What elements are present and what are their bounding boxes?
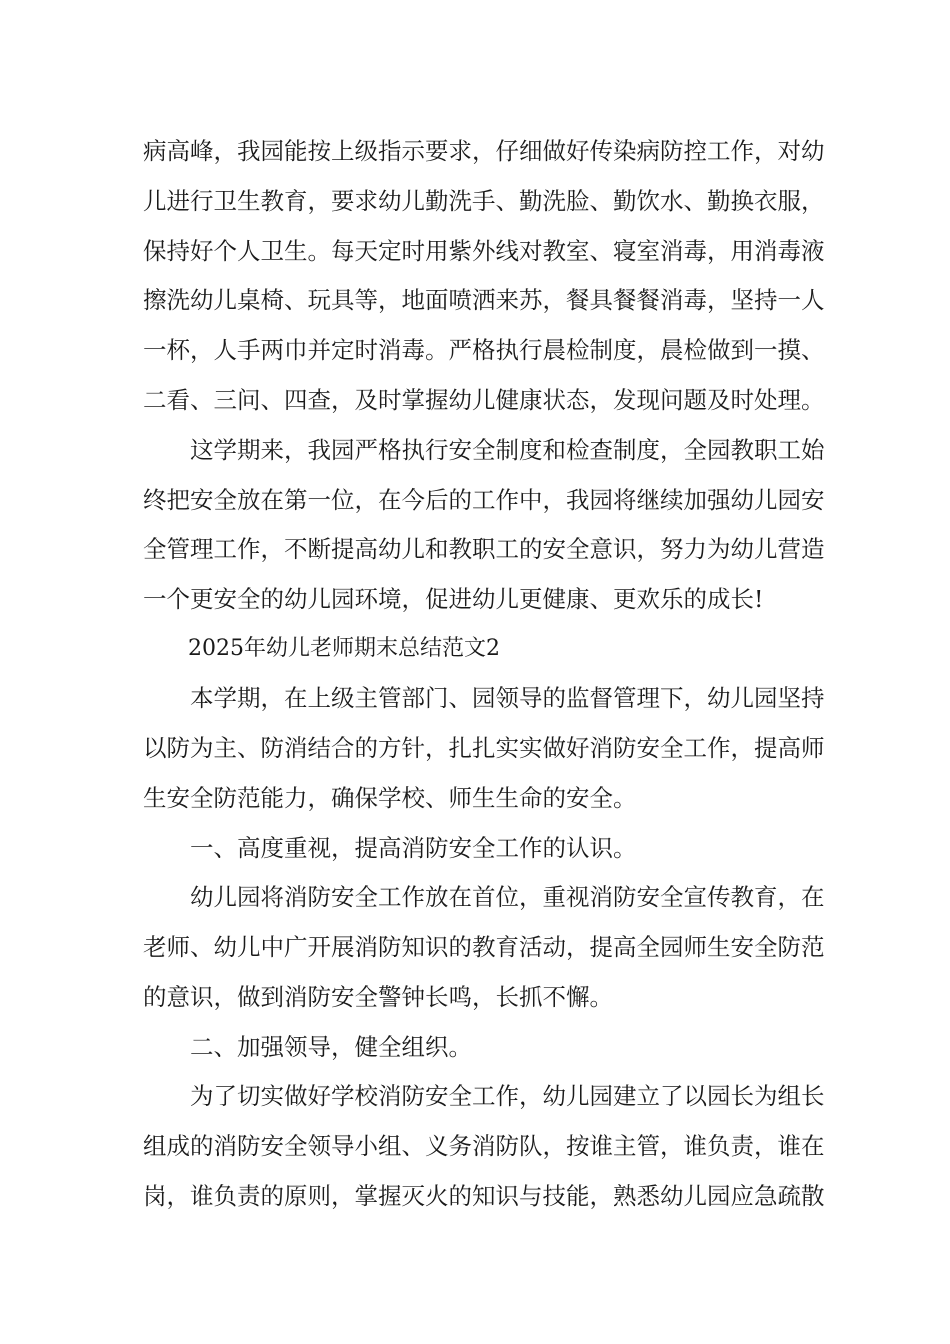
- paragraph-first-line: 本学期，在上级主管部门、园领导的监督管理下，幼儿园坚持: [190, 684, 825, 712]
- text-line: 岗，谁负责的原则，掌握灭火的知识与技能，熟悉幼儿园应急疏散: [143, 1182, 825, 1210]
- subheading-two: 二、加强领导，健全组织。: [190, 1033, 472, 1061]
- paragraph-first-line: 这学期来，我园严格执行安全制度和检查制度，全园教职工始: [190, 436, 825, 464]
- section-heading: 2025年幼儿老师期末总结范文2: [188, 636, 500, 661]
- text-line: 老师、幼儿中广开展消防知识的教育活动，提高全园师生安全防范: [143, 933, 825, 961]
- text-line: 病高峰，我园能按上级指示要求，仔细做好传染病防控工作，对幼: [143, 137, 825, 165]
- text-line: 终把安全放在第一位，在今后的工作中，我园将继续加强幼儿园安: [143, 486, 825, 514]
- subheading-one: 一、高度重视，提高消防安全工作的认识。: [190, 834, 637, 862]
- text-line: 擦洗幼儿桌椅、玩具等，地面喷洒来苏，餐具餐餐消毒，坚持一人: [143, 286, 825, 314]
- text-line: 以防为主、防消结合的方针，扎扎实实做好消防安全工作，提高师: [143, 734, 825, 762]
- paragraph-first-line: 幼儿园将消防安全工作放在首位，重视消防安全宣传教育，在: [190, 883, 825, 911]
- text-line: 二看、三问、四查，及时掌握幼儿健康状态，发现问题及时处理。: [143, 386, 825, 414]
- text-line: 一杯，人手两巾并定时消毒。严格执行晨检制度，晨检做到一摸、: [143, 336, 825, 364]
- text-line: 一个更安全的幼儿园环境，促进幼儿更健康、更欢乐的成长!: [143, 585, 764, 613]
- text-line: 的意识，做到消防安全警钟长鸣，长抓不懈。: [143, 983, 613, 1011]
- text-line: 组成的消防安全领导小组、义务消防队，按谁主管，谁负责，谁在: [143, 1132, 825, 1160]
- text-line: 生安全防范能力，确保学校、师生生命的安全。: [143, 784, 637, 812]
- text-line: 全管理工作，不断提高幼儿和教职工的安全意识，努力为幼儿营造: [143, 535, 825, 563]
- text-line: 保持好个人卫生。每天定时用紫外线对教室、寝室消毒，用消毒液: [143, 237, 825, 265]
- paragraph-first-line: 为了切实做好学校消防安全工作，幼儿园建立了以园长为组长: [190, 1082, 825, 1110]
- text-line: 儿进行卫生教育，要求幼儿勤洗手、勤洗脸、勤饮水、勤换衣服，: [143, 187, 825, 215]
